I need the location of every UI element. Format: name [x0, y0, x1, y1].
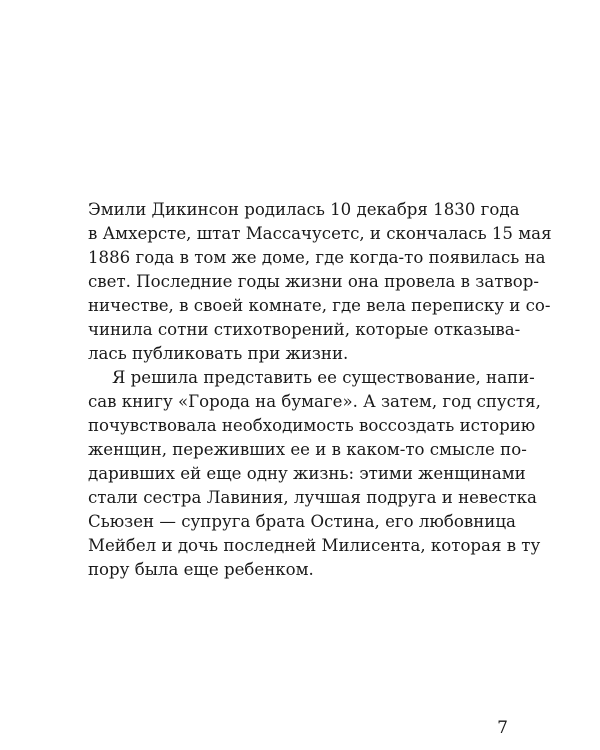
text-line: сав книгу «Города на бумаге». А затем, год спустя,: [88, 392, 541, 411]
text-line: почувствовала необходимость воссоздать историю: [88, 416, 536, 435]
page-number: 7: [497, 718, 508, 738]
text-line: лась публиковать при жизни.: [88, 344, 349, 363]
text-line: Эмили Дикинсон родилась 10 декабря 1830 года: [88, 200, 520, 219]
text-line: Я решила представить ее существование, напи-: [112, 368, 535, 387]
text-line: чинила сотни стихотворений, которые отказыва-: [88, 320, 521, 339]
text-line: 1886 года в том же доме, где когда-то появилась на: [88, 248, 546, 267]
text-line: пору была еще ребенком.: [88, 560, 314, 579]
body-text: [88, 198, 552, 582]
text-line: женщин, переживших ее и в каком-то смысле по-: [88, 440, 527, 459]
paragraph-2: [88, 366, 541, 582]
text-line: свет. Последние годы жизни она провела в затвор-: [88, 272, 539, 291]
text-line: Сьюзен — супруга брата Остина, его любовница: [88, 512, 516, 531]
text-line: даривших ей еще одну жизнь: этими женщинами: [88, 464, 526, 483]
text-line: в Амхерсте, штат Массачусетс, и скончалась 15 мая: [88, 224, 552, 243]
text-line: Мейбел и дочь последней Милисента, которая в ту: [88, 536, 541, 555]
paragraph-1: [88, 198, 552, 366]
text-line: стали сестра Лавиния, лучшая подруга и невестка: [88, 488, 537, 507]
text-line: ничестве, в своей комнате, где вела переписку и со-: [88, 296, 551, 315]
